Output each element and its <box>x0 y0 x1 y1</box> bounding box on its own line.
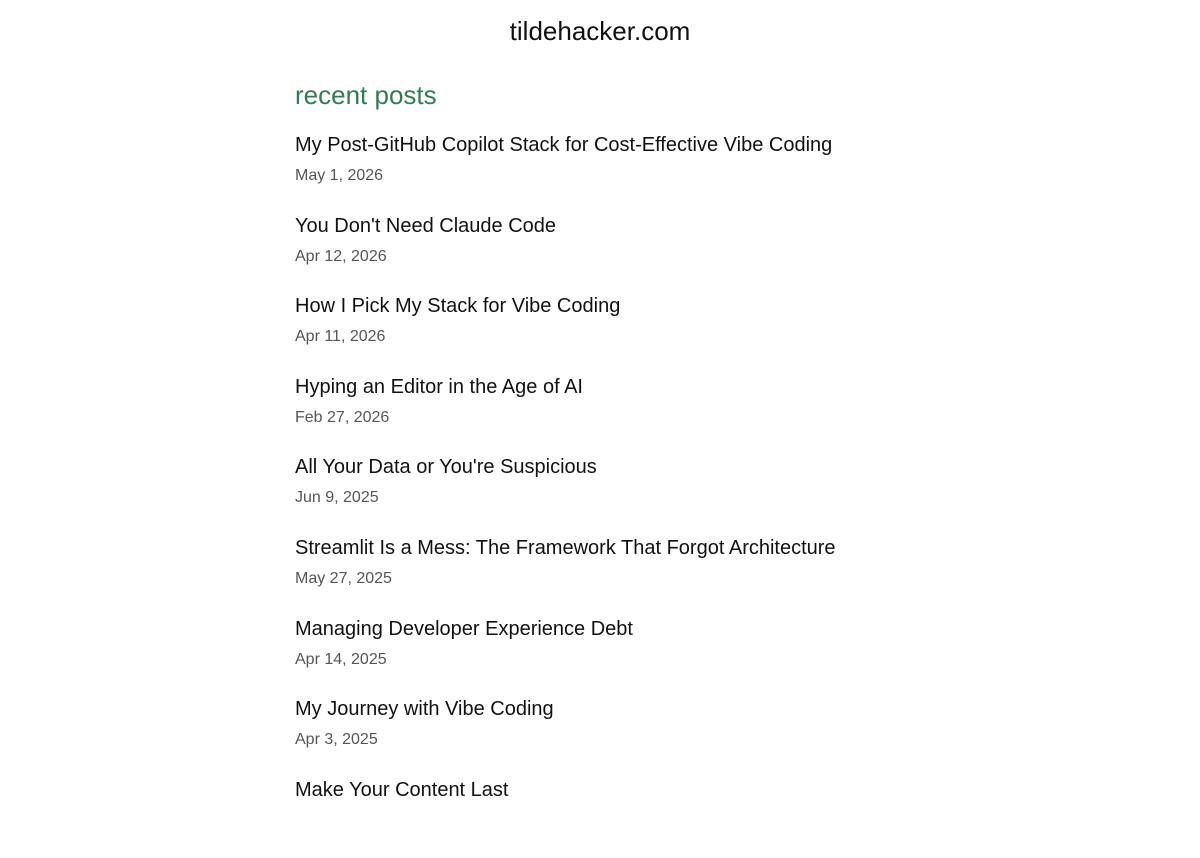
site-header <box>0 0 1200 64</box>
post-item <box>295 214 905 295</box>
post-title-link[interactable]: You Don't Need Claude Code <box>295 214 557 237</box>
post-title-link[interactable]: Make Your Content Last <box>295 778 509 801</box>
recent-posts-heading: recent posts <box>295 80 437 110</box>
post-title-link[interactable]: Managing Developer Experience Debt <box>295 617 633 640</box>
post-item <box>295 375 905 456</box>
post-title-link[interactable]: My Journey with Vibe Coding <box>295 698 554 721</box>
post-title-link[interactable]: All Your Data or You're Suspicious <box>295 456 597 479</box>
post-item <box>295 778 905 858</box>
post-date: Feb 27, 2026 <box>295 408 390 426</box>
post-date: May 27, 2025 <box>295 569 392 587</box>
post-date: Apr 12, 2026 <box>295 247 387 265</box>
post-list <box>295 133 905 858</box>
post-title-link[interactable]: Streamlit Is a Mess: The Framework That Forgot Architecture <box>295 536 836 559</box>
post-date: Apr 11, 2026 <box>295 328 386 346</box>
post-item <box>295 455 905 536</box>
post-date: Apr 3, 2025 <box>295 731 378 749</box>
post-title-link[interactable]: Hyping an Editor in the Age of AI <box>295 375 583 398</box>
post-date: May 1, 2026 <box>295 167 384 184</box>
post-item <box>295 697 905 778</box>
post-title-link[interactable]: How I Pick My Stack for Vibe Coding <box>295 295 621 318</box>
post-item <box>295 617 905 698</box>
post-date: Jun 9, 2025 <box>295 489 379 507</box>
post-date: Apr 14, 2025 <box>295 650 387 668</box>
post-item <box>295 294 905 375</box>
site-title-link[interactable]: tildehacker.com <box>509 16 691 46</box>
post-item <box>295 133 905 214</box>
main-content <box>295 78 905 858</box>
post-title-link[interactable]: My Post-GitHub Copilot Stack for Cost-Effective Vibe Coding <box>295 134 833 156</box>
post-item <box>295 536 905 617</box>
